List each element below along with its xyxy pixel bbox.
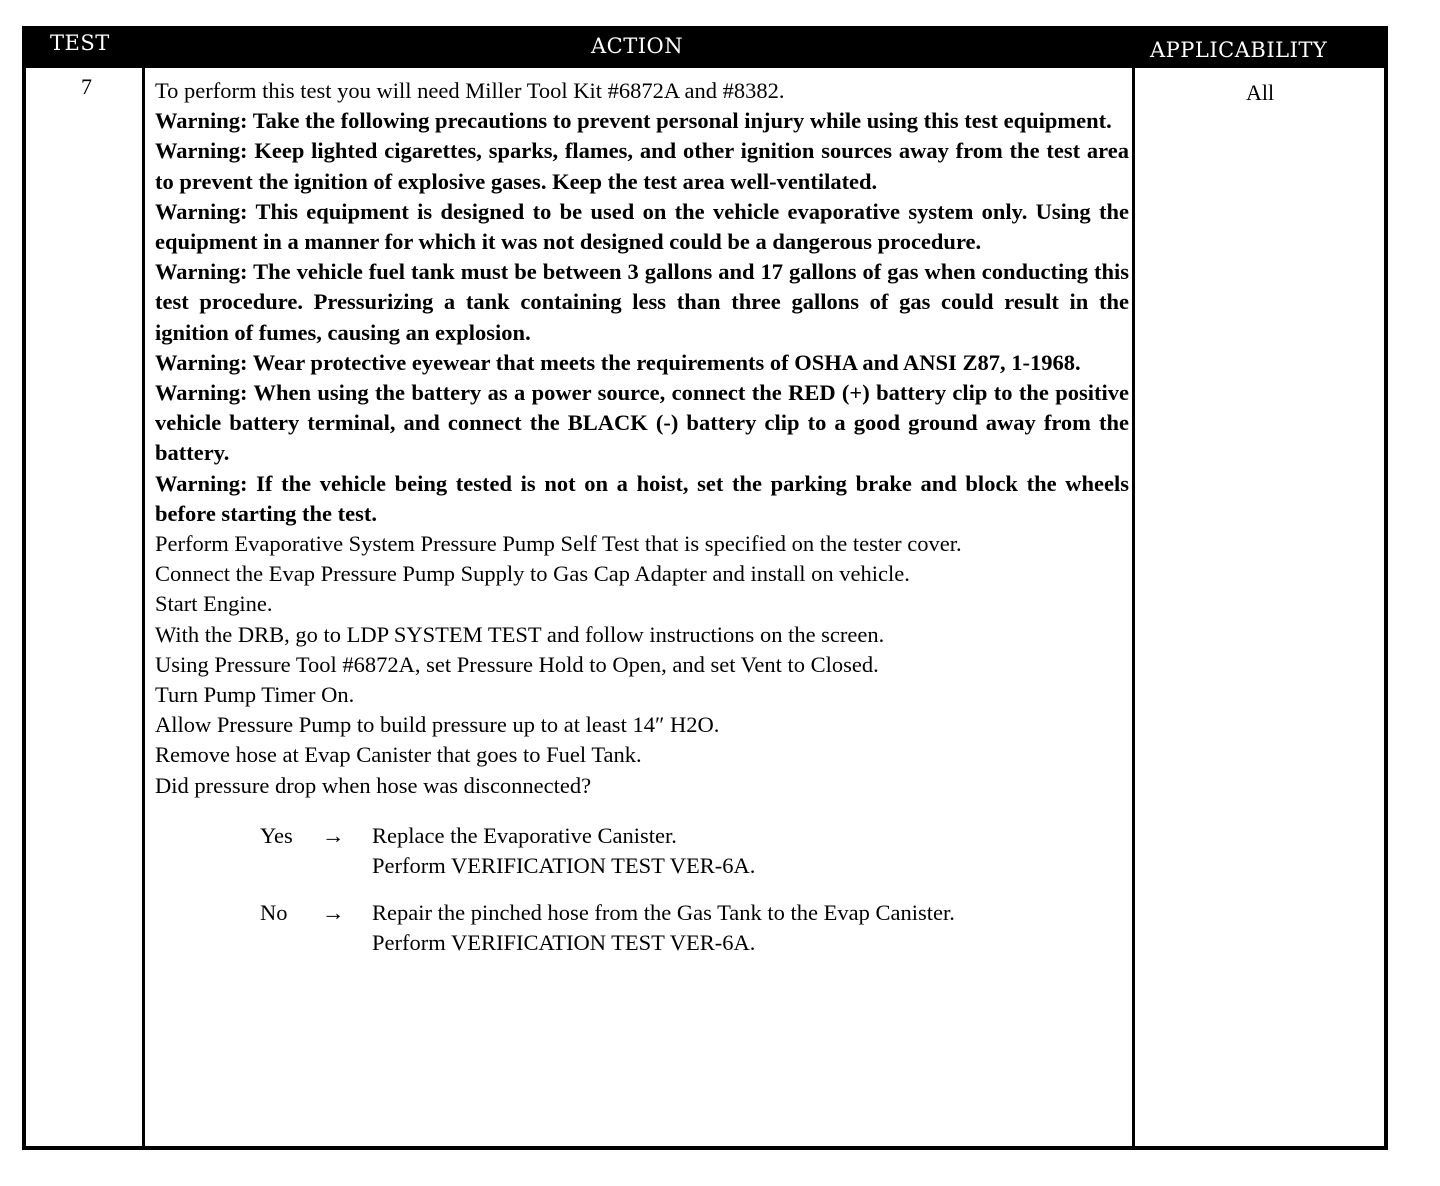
answer-line: Replace the Evaporative Canister.	[372, 822, 677, 848]
test-table	[22, 26, 1388, 1150]
header-action: ACTION	[591, 34, 684, 58]
arrow-right-icon: →	[322, 900, 345, 926]
answer-text	[372, 898, 955, 958]
answer-label: No	[260, 900, 288, 926]
answers	[155, 821, 1129, 959]
arrow-right-icon: →	[322, 822, 345, 848]
instruction-line: Turn Pump Timer On.	[155, 682, 355, 708]
instruction-line: Perform Evaporative System Pressure Pump Self Test that is specified on the tester cover.	[155, 531, 962, 557]
instruction-line: To perform this test you will need Miller Tool Kit #6872A and #8382.	[155, 78, 785, 103]
applicability-value: All	[1246, 80, 1275, 105]
instruction-line: Using Pressure Tool #6872A, set Pressure Hold to Open, and set Vent to Closed.	[155, 651, 879, 677]
answer-line: Perform VERIFICATION TEST VER-6A.	[372, 930, 756, 956]
header-test: TEST	[50, 31, 110, 55]
action-lines	[155, 76, 1129, 801]
warning-line: Warning: The vehicle fuel tank must be between 3 gallons and 17 gallons of gas when conducting this test procedure. Pressurizing a tank containing less than three gallons of gas could result in the ignition of fumes, causing an explosion.	[155, 259, 1129, 345]
instruction-line: Start Engine.	[155, 591, 273, 617]
instruction-line: Allow Pressure Pump to build pressure up to at least 14″ H2O.	[155, 712, 720, 738]
instruction-line: Remove hose at Evap Canister that goes to Fuel Tank.	[155, 742, 642, 768]
instruction-line: With the DRB, go to LDP SYSTEM TEST and follow instructions on the screen.	[155, 621, 885, 647]
header-applicability: APPLICABILITY	[1150, 38, 1328, 62]
test-number: 7	[81, 74, 92, 99]
column-divider	[1132, 68, 1135, 1146]
instruction-line: Connect the Evap Pressure Pump Supply to Gas Cap Adapter and install on vehicle.	[155, 561, 910, 587]
warning-line: Warning: This equipment is designed to be used on the vehicle evaporative system only. Using the equipment in a manner for which it was not designed could be a dangerous procedure.	[155, 198, 1129, 255]
warning-line: Warning: Wear protective eyewear that meets the requirements of OSHA and ANSI Z87, 1-1968.	[155, 349, 1081, 375]
answer-label: Yes	[260, 822, 293, 848]
warning-line: Warning: Take the following precautions to prevent personal injury while using this test equipment.	[155, 108, 1112, 134]
instruction-line: Did pressure drop when hose was disconnected?	[155, 772, 592, 798]
action-cell	[155, 76, 1129, 976]
warning-line: Warning: Keep lighted cigarettes, sparks, flames, and other ignition sources away from the test area to prevent the ignition of explosive gases. Keep the test area well-ventilated.	[155, 138, 1129, 194]
warning-line: Warning: When using the battery as a power source, connect the RED (+) battery clip to the positive vehicle battery terminal, and connect the BLACK (-) battery clip to a good ground away from the battery.	[155, 380, 1129, 466]
answer-line: Repair the pinched hose from the Gas Tank to the Evap Canister.	[372, 900, 955, 926]
answer-no	[155, 898, 1129, 958]
table-header	[26, 30, 1384, 68]
answer-text	[372, 821, 755, 881]
warning-line: Warning: If the vehicle being tested is not on a hoist, set the parking brake and block the wheels before starting the test.	[155, 470, 1129, 526]
answer-yes	[155, 821, 1129, 881]
column-divider	[142, 68, 145, 1146]
answer-line: Perform VERIFICATION TEST VER-6A.	[372, 853, 756, 879]
